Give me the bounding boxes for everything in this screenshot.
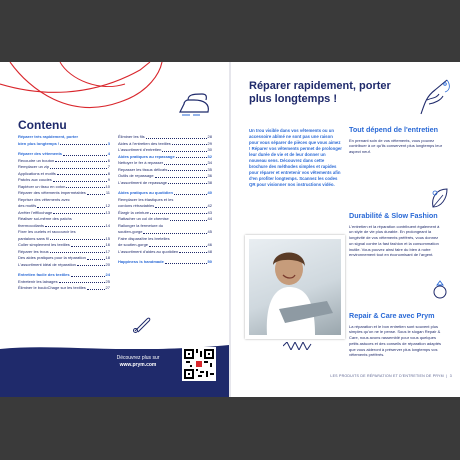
toc-entry-title: bien plus longtemps ! — [18, 140, 60, 146]
toc-entry-page: 34 — [207, 160, 212, 165]
page-title: Réparer rapidement, porter plus longtemps ! — [249, 80, 391, 105]
toc-entry-page: 45 — [207, 229, 212, 234]
toc-leader-dots — [71, 272, 105, 277]
toc-entry-title: Rattacher un col de chemise — [118, 216, 169, 221]
toc-leader-dots — [174, 190, 207, 195]
toc-entry-page: 13 — [105, 209, 110, 215]
toc-entry-title: L'assortiment d'aides au quotidien — [118, 248, 179, 254]
ring-icon — [431, 280, 449, 300]
toc-leader-dots — [66, 184, 104, 189]
toc-entry-page: 16 — [105, 242, 110, 247]
toc-entry-title: Patchs aux coudes — [18, 177, 52, 182]
toc-leader-dots — [53, 177, 107, 182]
iron-icon — [178, 92, 214, 118]
toc-leader-dots — [170, 216, 207, 221]
section-heading: Repair & Care avec Prym — [349, 311, 435, 320]
hand-sewing-icon — [417, 76, 453, 116]
toc-entry-page: 17 — [105, 248, 110, 254]
toc-entry-title: Entretien facile des textiles — [18, 272, 70, 277]
toc-entry-page: 10 — [105, 183, 110, 189]
toc-leader-dots — [164, 160, 206, 165]
toc-entry-page: 27 — [105, 285, 110, 290]
toc-leader-dots — [155, 203, 206, 208]
toc-leader-dots — [45, 223, 105, 228]
photo-illustration — [249, 239, 341, 335]
page-footer: LES PRODUITS DE RÉPARATION ET D'ENTRETIEN DE PRYM | 3 — [330, 374, 452, 378]
toc-entry-page: 25 — [105, 278, 110, 284]
toc-entry-title: Remplacer un zip — [18, 164, 50, 169]
section-heading: Durabilité & Slow Fashion — [349, 211, 438, 220]
toc-entry-title: Fixer les ourlets et raccourcir les — [18, 229, 76, 234]
toc-entry-title: Éliminer le bouloChage sur les textiles — [18, 285, 86, 290]
page-number: 3 — [449, 374, 452, 378]
footer-label: LES PRODUITS DE RÉPARATION ET D'ENTRETIEN DE PRYM — [330, 374, 444, 378]
toc-entry-page: 36 — [207, 173, 212, 178]
toc-entry-title: Réparer très rapidement, porter — [18, 134, 79, 139]
toc-entry-page: 32 — [207, 153, 212, 159]
toc-entry-title: Repasser les tissus délicats — [118, 166, 168, 172]
toc-entry-page: 43 — [207, 209, 212, 215]
toc-entry-title: Aides pratiques au repassage — [118, 153, 175, 159]
toc-entry-page: 44 — [207, 216, 212, 221]
photo-frame — [245, 235, 345, 339]
toc-entry-title: soutien-gorge — [118, 229, 143, 234]
qr-code-pattern — [184, 349, 214, 379]
toc-entry-title: Réparer des vêtements — [18, 151, 63, 156]
toc-leader-dots — [59, 279, 105, 284]
toc-entry-title: L'assortiment idéal de réparation — [18, 261, 76, 267]
toc-entry-title: Réaliser soi-même des patchs — [18, 216, 72, 221]
toc-entry-title: thermocollants — [18, 222, 45, 228]
toc-leader-dots — [55, 158, 107, 163]
toc-entry-page: 9 — [107, 177, 110, 182]
toc-leader-dots — [168, 167, 206, 172]
toc-leader-dots — [77, 262, 105, 267]
safety-pin-icon — [132, 314, 152, 334]
toc-entry-title: Rapiécer un tissu en coton — [18, 183, 66, 189]
toc-entry-title: Aides à l'entretien des textiles — [118, 140, 171, 146]
toc-entry-title: Rallonger la fermeture du — [118, 222, 164, 228]
toc-entry-title: de soutien-gorge — [118, 242, 149, 247]
toc-leader-dots — [162, 147, 206, 152]
toc-entry-title: Faire disparaître les bretelles — [118, 235, 170, 241]
table-of-contents-middle — [118, 134, 212, 266]
toc-entry-title: pantalons sans fil — [18, 235, 49, 241]
left-page — [0, 62, 229, 397]
toc-entry-page: 3 — [107, 140, 110, 146]
toc-leader-dots — [37, 203, 104, 208]
toc-leader-dots — [53, 210, 104, 215]
toc-entry-page: 40 — [207, 190, 212, 195]
toc-leader-dots — [57, 171, 107, 176]
toc-entry-page: 48 — [207, 248, 212, 254]
toc-entry-title: cordons rétractables — [118, 203, 155, 208]
toc-entry-page: 42 — [207, 203, 212, 208]
table-of-contents-left — [18, 134, 110, 292]
intro-paragraph: Un trou visible dans vos vêtements ou un accessoire abîmé ne sont pas une raison pour vous séparer de pièces que vous aimez ! Réparer vos vêtements permet de prolonger leur durée de vie et de leur donner un nouveau sens. Découvrez dans cette brochure des méthodes simples et rapides pour réparer et entretenir vos vêtements afin d'en profiter longtemps. Scannez les codes QR pour visionner nos instructions vidéo. — [249, 128, 342, 188]
toc-entry-page: 12 — [105, 203, 110, 208]
toc-leader-dots — [155, 173, 207, 178]
toc-entry-title: des motifs — [18, 203, 37, 208]
toc-entry-title: Réparer les trous — [18, 248, 49, 254]
toc-entry-page: 24 — [105, 272, 110, 277]
squiggle-decoration — [283, 342, 313, 350]
toc-entry-title: Entretenir les lainages — [18, 278, 58, 284]
toc-entry-title: Élargir la ceinture — [118, 209, 150, 215]
section-durabilite — [349, 212, 443, 258]
toc-leader-dots — [150, 210, 206, 215]
toc-entry[interactable] — [18, 285, 110, 292]
toc-entry-title: Happiness is handmade — [118, 259, 164, 264]
toc-entry-title: Nettoyer le fer à repasser — [118, 160, 164, 165]
toc-entry-title: Applications et motifs — [18, 170, 56, 176]
toc-entry-page: 38 — [207, 179, 212, 185]
toc-entry-title: Aides pratiques au quotidien — [118, 190, 173, 195]
toc-entry-page: 15 — [105, 235, 110, 241]
toc-entry-page: 30 — [207, 147, 212, 152]
toc-entry-title: L'assortiment de repassage — [118, 179, 168, 185]
section-repair-care — [349, 312, 443, 358]
toc-leader-dots — [87, 190, 105, 195]
toc-entry-page: 4 — [107, 151, 110, 156]
toc-entry-page: 8 — [107, 170, 110, 176]
toc-entry-page: 11 — [105, 190, 110, 195]
toc-leader-dots — [179, 249, 206, 254]
toc-entry-title: Remplacer les élastiques et les — [118, 196, 174, 202]
toc-leader-dots — [71, 242, 105, 247]
right-page — [231, 62, 460, 397]
toc-entry-title: Coller simplement les textiles — [18, 242, 70, 247]
qr-code[interactable] — [182, 347, 216, 381]
section-heading: Tout dépend de l'entretien — [349, 125, 439, 134]
toc-entry-title: Des aides pratiques pour la réparation — [18, 255, 86, 260]
website-link[interactable]: www.prym.com — [119, 362, 157, 368]
toc-entry-title: Recoudre un bouton — [18, 157, 55, 163]
toc-entry-page: 18 — [105, 255, 110, 260]
toc-leader-dots — [63, 151, 107, 156]
section-entretien — [349, 126, 443, 155]
toc-entry-title: Outils de repassage — [118, 173, 154, 178]
toc-entry-page: 29 — [207, 140, 212, 146]
toc-entry-page: 14 — [105, 222, 110, 228]
toc-leader-dots — [87, 285, 105, 290]
toc-leader-dots — [87, 255, 105, 260]
contents-heading: Contenu — [18, 118, 67, 132]
toc-leader-dots — [149, 242, 207, 247]
toc-leader-dots — [172, 141, 207, 146]
toc-leader-dots — [60, 141, 106, 146]
toc-leader-dots — [146, 134, 207, 139]
toc-leader-dots — [50, 236, 105, 241]
section-body: La réparation et le bon entretien sont souvent plus simples qu'on ne le pense. Sous le slogan Repair & Care, nous avons rassemblé pour vous quelques petits astuces et des conseils de réparation adaptés que vous aideront à préserver plus longtemps vos vêtements préférés. — [349, 323, 442, 358]
toc-entry-title: Repriser des vêtements avec — [18, 196, 70, 202]
toc-entry-page: 50 — [207, 259, 212, 264]
toc-leader-dots — [50, 249, 105, 254]
woman-sewing-photo — [249, 239, 341, 335]
discover-text: Découvrez plus sur — [116, 355, 160, 361]
toc-entry-page: 6 — [107, 157, 110, 163]
discover-more — [102, 355, 174, 369]
toc-entry-page: 46 — [207, 242, 212, 247]
toc-entry-page: 20 — [105, 261, 110, 267]
toc-entry-title: Réparer des vêtements imperméables — [18, 190, 86, 195]
toc-leader-dots — [165, 259, 207, 264]
toc-leader-dots — [176, 154, 207, 159]
toc-entry-page: 7 — [107, 164, 110, 169]
toc-entry[interactable] — [118, 259, 212, 266]
section-body: En prenant soin de vos vêtements, vous pouvez contribuer à ce qu'ils conservent plus longtemps leur aspect neuf. — [349, 137, 443, 155]
toc-leader-dots — [168, 180, 207, 185]
toc-entry-title: Arrêter l'effilochage — [18, 209, 53, 215]
section-body: L'entretien et la réparation contribuent également à un style de vie plus durable. En prolongeant la longévité de vos vêtements préférés, vous donnez un signal contre la fast fashion et la consommation inutile. Vous pouvez ainsi faire du bien à notre environnement tout en économisant de l'argent. — [349, 223, 440, 258]
toc-entry-title: L'assortiment d'entretien — [118, 147, 162, 152]
toc-entry-page: 28 — [207, 134, 212, 139]
toc-leader-dots — [143, 229, 206, 234]
toc-leader-dots — [50, 164, 107, 169]
brochure-spread — [0, 62, 460, 397]
leaf-icon — [429, 187, 449, 209]
toc-entry-title: Éliminer les fils — [118, 134, 145, 139]
toc-entry-page: 35 — [207, 166, 212, 172]
